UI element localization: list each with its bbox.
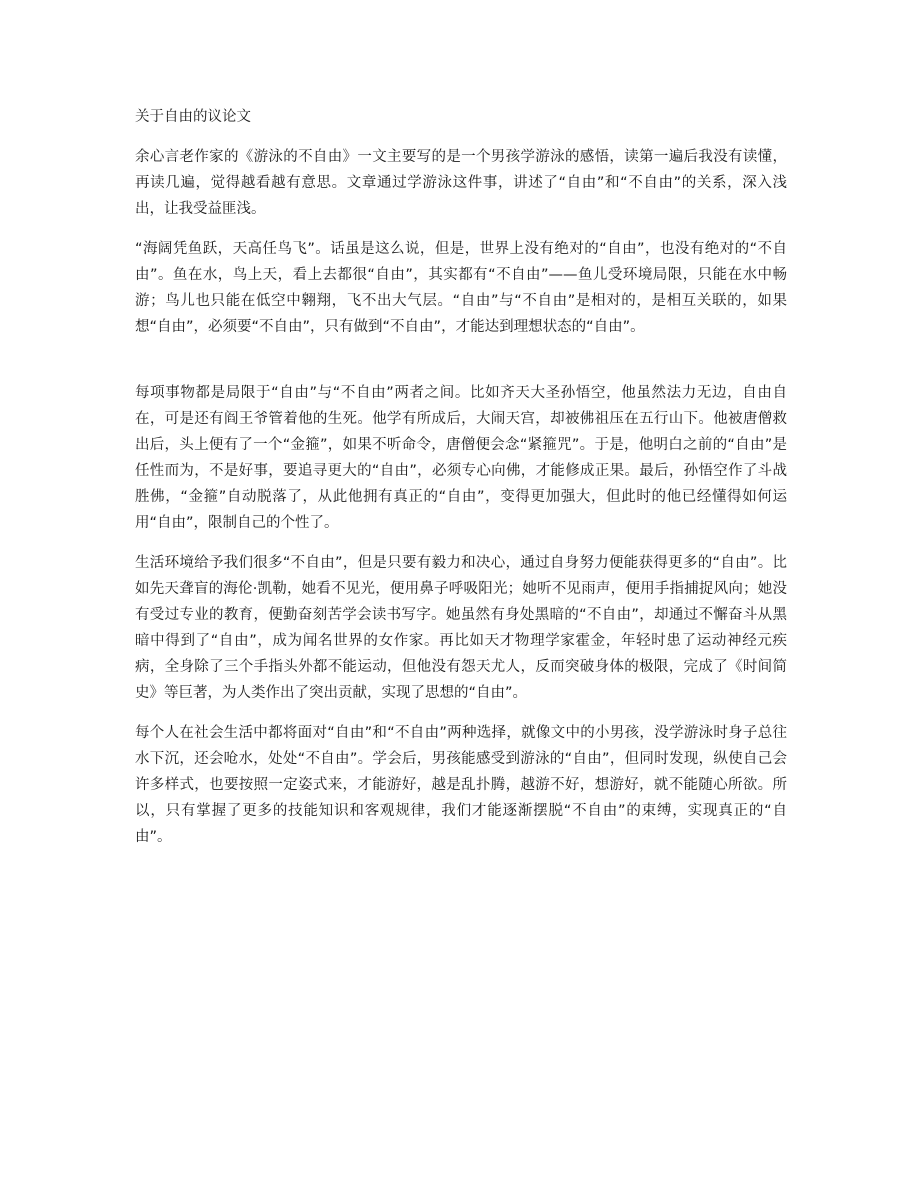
paragraph-helen-keller-hawking: 生活环境给予我们很多“不自由”，但是只要有毅力和决心，通过自身努力便能获得更多的“自由”。比如先天聋盲的海伦·凯勒，她看不见光，便用鼻子呼吸阳光；她听不见雨声，便用手指捕捉风向；她没有受过专业的教育，便勤奋刻苦学会读书写字。她虽然有身处黑暗的“不自由”，却通过不懈奋斗从黑暗中得到了“自由”，成为闻名世界的女作家。再比如天才物理学家霍金，年轻时患了运动神经元疾病，全身除了三个手指头外都不能运动，但他没有怨天尤人，反而突破身体的极限，完成了《时间简史》等巨著，为人类作出了突出贡献，实现了思想的“自由”。: [135, 555, 787, 701]
document-title: 关于自由的议论文: [135, 109, 251, 125]
paragraph-conclusion: 每个人在社会生活中都将面对“自由”和“不自由”两种选择，就像文中的小男孩，没学游泳时身子总往水下沉，还会呛水，处处“不自由”。学会后，男孩能感受到游泳的“自由”，但同时发现，纵使自己会许多样式，也要按照一定姿式来，才能游好，越是乱扑腾，越游不好，想游好，就不能随心所欲。所以，只有掌握了更多的技能知识和客观规律，我们才能逐渐摆脱“不自由”的束缚，实现真正的“自由”。: [135, 725, 787, 845]
paragraph-intro: 余心言老作家的《游泳的不自由》一文主要写的是一个男孩学游泳的感悟，读第一遍后我没有读懂，再读几遍，觉得越看越有意思。文章通过学游泳这件事，讲述了“自由”和“不自由”的关系，深入浅出，让我受益匪浅。: [135, 149, 787, 217]
paragraph-relative-freedom: “海阔凭鱼跃，天高任鸟飞”。话虽是这么说，但是，世界上没有绝对的“自由”，也没有绝对的“不自由”。鱼在水，鸟上天，看上去都很“自由”，其实都有“不自由”——鱼儿受环境局限，只能在水中畅游；鸟儿也只能在低空中翱翔，飞不出大气层。“自由”与“不自由”是相对的，是相互关联的，如果想“自由”，必须要“不自由”，只有做到“不自由”，才能达到理想状态的“自由”。: [135, 241, 787, 335]
paragraph-sun-wukong: 每项事物都是局限于“自由”与“不自由”两者之间。比如齐天大圣孙悟空，他虽然法力无边，自由自在，可是还有阎王爷管着他的生死。他学有所成后，大闹天宫，却被佛祖压在五行山下。他被唐僧救出后，头上便有了一个“金箍”，如果不听命令，唐僧便会念“紧箍咒”。于是，他明白之前的“自由”是任性而为，不是好事，要追寻更大的“自由”，必须专心向佛，才能修成正果。最后，孙悟空作了斗战胜佛，“金箍”自动脱落了，从此他拥有真正的“自由”，变得更加强大，但此时的他已经懂得如何运用“自由”，限制自己的个性了。: [135, 385, 787, 531]
document-body: [135, 104, 787, 864]
